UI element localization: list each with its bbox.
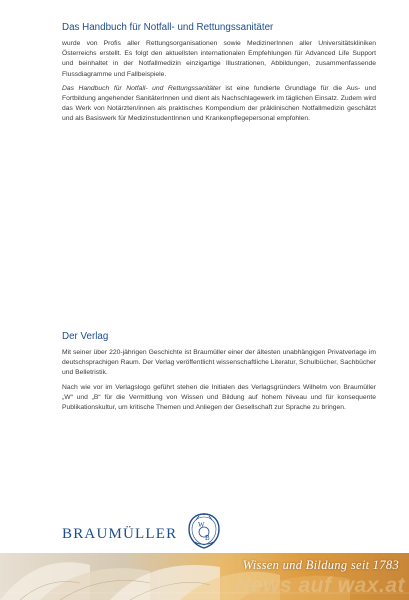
publisher-logo	[62, 512, 222, 552]
verlag-section	[62, 331, 376, 417]
handbook-paragraph-2	[62, 84, 376, 125]
emblem-letter-w: W	[198, 521, 205, 529]
handbook-paragraph-1: wurde von Profis aller Rettungsorganisationen sowie MedizinerInnen aller Universitätskliniken Österreichs erstellt. Es folgt den aktuellsten internationalen Empfehlungen für Advanced Life Support und beinhaltet in der Notfallmedizin einzigartige Illustrationen, Abbildungen, zusammenfassende Flussdiagramme und Fallbeispiele.	[62, 40, 376, 78]
watermark-text: News auf wax.at	[235, 574, 405, 597]
bottom-banner	[0, 553, 409, 600]
handbook-section	[62, 22, 376, 129]
logo-wordmark: BRAUMÜLLER	[62, 526, 178, 542]
verlag-paragraph-2: Nach wie vor im Verlagslogo geführt stehen die Initialen des Verlagsgründers Wilhelm von Braumüller „W“ und „B“ für die Vermittlung von Wissen und Bildung auf hohem Niveau und für konsequente Publikationskultur, um kritische Themen und Anliegen der Gesellschaft zur Sprache zu bringen.	[62, 383, 376, 412]
handbook-title-italic: Das Handbuch für Notfall- und Rettungssanitäter	[62, 84, 221, 92]
emblem-letter-b: B	[205, 534, 210, 542]
verlag-heading: Der Verlag	[62, 331, 109, 342]
verlag-paragraph-1: Mit seiner über 220-jährigen Geschichte ist Braumüller einer der ältesten unabhängigen Privatverlage im deutschsprachigen Raum. Der Verlag veröffentlicht wissenschaftliche Literatur, Schulbücher, Sachbücher und Belletristik.	[62, 349, 376, 377]
banner-slogan: Wissen und Bildung seit 1783	[242, 558, 399, 572]
braumueller-emblem-icon	[187, 512, 221, 550]
handbook-paragraph-2-text: ist eine fundierte Grundlage für die Aus- und Fortbildung angehender SanitäterInnen und dient als Nachschlagewerk im täglichen Einsatz. Zudem wird das Werk von Notärzten/innen als praktisches Kompendium der präklinischen Notfallmedizin geschätzt und als Basiswerk für MedizinstudentInnen und Krankenpflegepersonal empfohlen.	[62, 84, 376, 123]
handbook-heading: Das Handbuch für Notfall- und Rettungssanitäter	[62, 22, 274, 33]
